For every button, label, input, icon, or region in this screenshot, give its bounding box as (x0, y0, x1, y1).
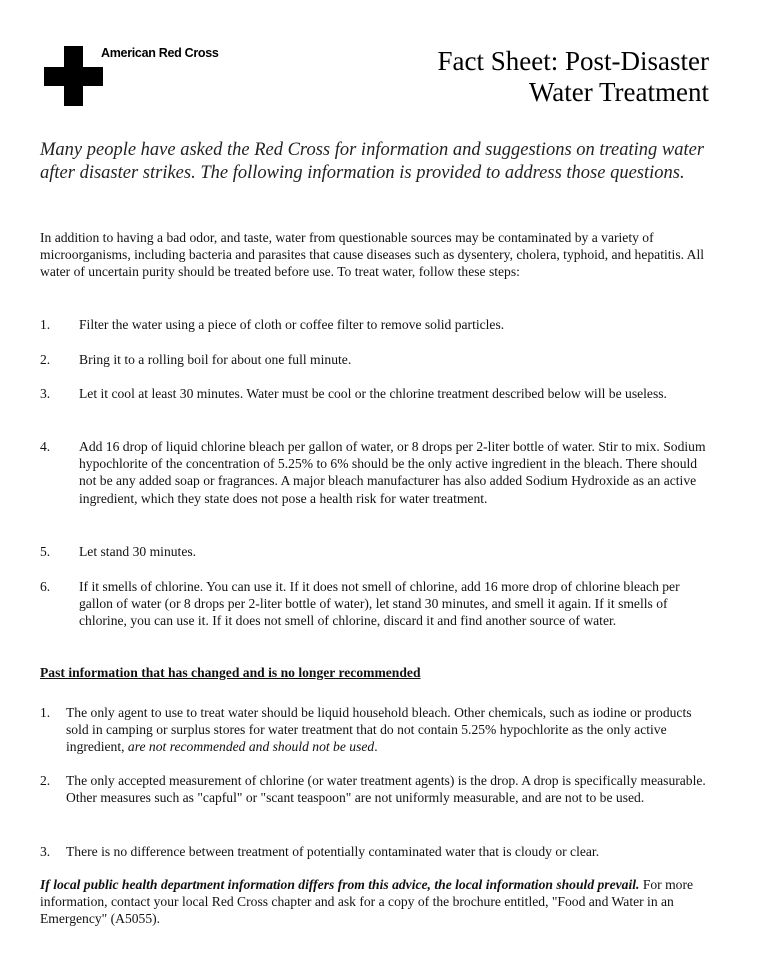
past-item-2 (40, 772, 712, 806)
red-cross-logo-icon (44, 46, 103, 106)
closing-emphasis: If local public health department information differs from this advice, the local information should prevail. (40, 877, 640, 892)
past-item-number: 3. (40, 844, 51, 859)
step-text: Filter the water using a piece of cloth or coffee filter to remove solid particles. (79, 317, 505, 332)
step-number: 3. (40, 386, 51, 401)
step-text: Add 16 drop of liquid chlorine bleach per gallon of water, or 8 drops per 2-liter bottle of water. Stir to mix. Sodium hypochlorite of the concentration of 5.25% to 6% should be the only active ingredient in the bleach. There should not be any added soap or fragrances. A major bleach manufacturer has also added Sodium Hydroxide as an active ingredient, which they state does not pose a health risk for water treatment. (79, 439, 706, 506)
step-6 (40, 578, 712, 630)
step-1 (40, 316, 712, 333)
past-item-end: . (374, 739, 378, 755)
org-name: American Red Cross (101, 46, 219, 60)
step-number: 6. (40, 579, 51, 594)
past-item-number: 2. (40, 773, 51, 788)
step-2 (40, 351, 712, 368)
past-info-heading: Past information that has changed and is no longer recommended (40, 665, 421, 680)
past-item-text (66, 704, 712, 756)
past-item-emphasis: are not recommended and should not be used (127, 739, 375, 755)
closing-text: For more information, contact your local Red Cross chapter and ask for a copy of the brochure entitled, "Food and Water in an Emergency" (A5055). (40, 877, 694, 927)
past-item-text: The only accepted measurement of chlorine (or water treatment agents) is the drop. A drop is specifically measurable. Other measures such as "capful" or "scant teaspoon" are not uniformly measurable, and are not to be used. (66, 773, 706, 806)
step-4 (40, 438, 712, 507)
past-item-number: 1. (40, 705, 51, 720)
past-item-text: There is no difference between treatment of potentially contaminated water that is cloudy or clear. (66, 844, 600, 859)
step-text: Let stand 30 minutes. (79, 544, 197, 559)
step-number: 1. (40, 317, 51, 332)
step-5 (40, 543, 712, 560)
title-line-1: Fact Sheet: Post-Disaster (437, 46, 709, 76)
past-item-1 (40, 704, 712, 756)
past-item-text-main: The only agent to use to treat water should be liquid household bleach. Other chemicals, such as iodine or products sold in camping or surplus stores for water treatment that do not contain 5.25% hypochlorite as the only active ingredient, (66, 705, 692, 755)
page-title (438, 46, 709, 108)
title-line-2: Water Treatment (528, 77, 709, 107)
step-number: 4. (40, 439, 51, 454)
step-3 (40, 385, 712, 402)
closing-paragraph (40, 876, 712, 928)
intro-paragraph: Many people have asked the Red Cross for information and suggestions on treating water after disaster strikes. The following information is provided to address those questions. (40, 140, 705, 183)
step-text: Bring it to a rolling boil for about one full minute. (79, 352, 352, 367)
step-text: If it smells of chlorine. You can use it. If it does not smell of chlorine, add 16 more drop of chlorine bleach per gallon of water (or 8 drops per 2-liter bottle of water), let stand 30 minutes, and smell it again. If it smells of chlorine, you can use it. If it does not smell of chlorine, discard it and find another source of water. (79, 579, 680, 629)
step-number: 2. (40, 352, 51, 367)
past-item-3 (40, 843, 712, 860)
step-number: 5. (40, 544, 51, 559)
step-text: Let it cool at least 30 minutes. Water must be cool or the chlorine treatment described below will be useless. (79, 386, 667, 401)
body-paragraph: In addition to having a bad odor, and taste, water from questionable sources may be contaminated by a variety of microorganisms, including bacteria and parasites that cause diseases such as dysentery, cholera, typhoid, and hepatitis. All water of uncertain purity should be treated before use. To treat water, follow these steps: (40, 230, 705, 280)
